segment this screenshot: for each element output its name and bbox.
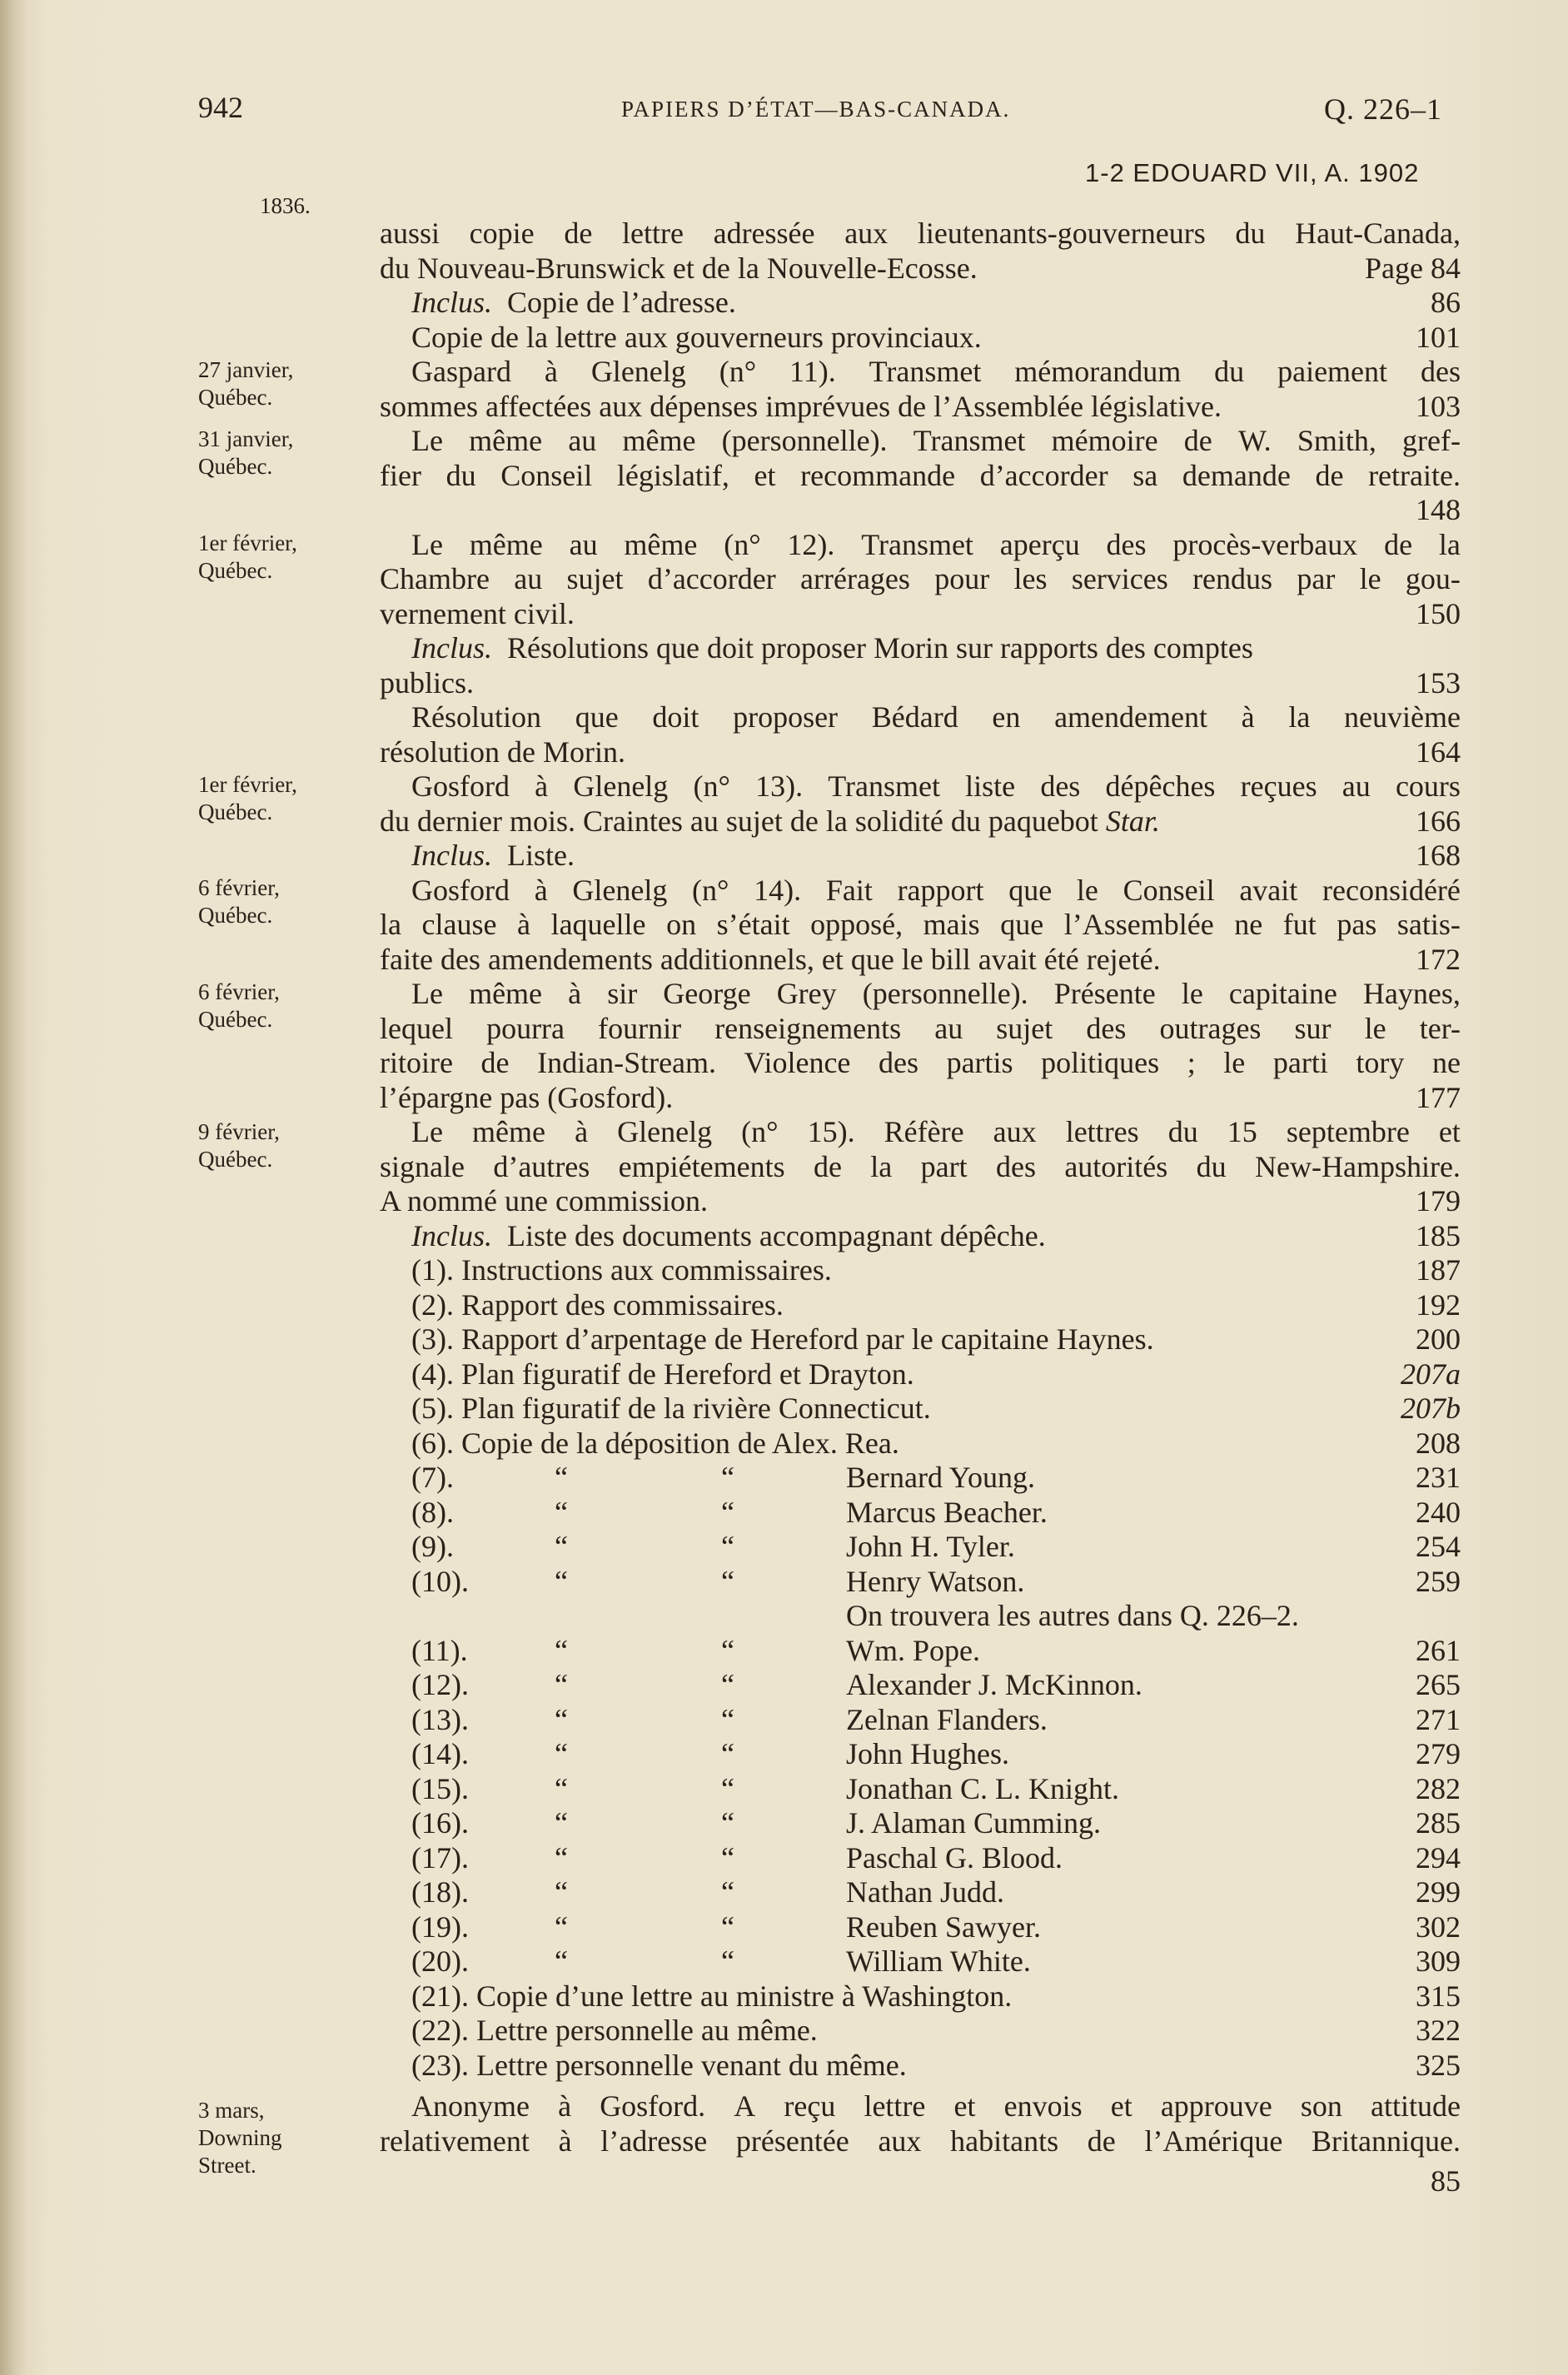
deposition-item: (10). “ “ Henry Watson. 259 [411, 1565, 1461, 1598]
deposition-item: (15). “ “ Jonathan C. L. Knight. 282 [411, 1772, 1461, 1805]
enclosure-item: (1). Instructions aux commissaires. 187 [411, 1253, 1461, 1287]
margin-note: 6 février, Québec. [198, 979, 280, 1032]
session-heading: 1-2 EDOUARD VII, A. 1902 [1085, 158, 1420, 187]
text-line: 85 [1431, 2164, 1461, 2198]
letter-item: (22). Lettre personnelle au même. 322 [411, 2014, 1461, 2047]
margin-note: 6 février, Québec. [198, 875, 280, 928]
deposition-item: (7). “ “ Bernard Young. 231 [411, 1461, 1461, 1494]
text-line: 148 [1416, 493, 1461, 526]
text-line: Le même à Glenelg (n° 15). Réfère aux lettres du 15 septembre et [411, 1115, 1461, 1148]
text-line: l’épargne pas (Gosford). 177 [380, 1081, 1461, 1114]
enclosure-item: (2). Rapport des commissaires. 192 [411, 1288, 1461, 1322]
deposition-item: (9). “ “ John H. Tyler. 254 [411, 1530, 1461, 1563]
page-number: 942 [198, 91, 243, 124]
text-line: Inclus. Liste. 168 [411, 839, 1461, 872]
margin-note: 27 janvier, Québec. [198, 357, 294, 410]
deposition-item: (16). “ “ J. Alaman Cumming. 285 [411, 1806, 1461, 1840]
text-line: ritoire de Indian-Stream. Violence des partis politiques ; le parti tory ne [380, 1046, 1461, 1079]
text-line: Chambre au sujet d’accorder arrérages pour les services rendus par le gou- [380, 562, 1461, 595]
enclosure-item: (5). Plan figuratif de la rivière Connecticut. 207b [411, 1392, 1461, 1425]
text-line: A nommé une commission. 179 [380, 1184, 1461, 1217]
deposition-item: (13). “ “ Zelnan Flanders. 271 [411, 1703, 1461, 1736]
text-line: Résolution que doit proposer Bédard en amendement à la neuvième [411, 700, 1461, 734]
deposition-item: (11). “ “ Wm. Pope. 261 [411, 1634, 1461, 1667]
text-line: sommes affectées aux dépenses imprévues de l’Assemblée législative. 103 [380, 390, 1461, 423]
letter-item: (23). Lettre personnelle venant du même. 325 [411, 2049, 1461, 2082]
text-line: Le même au même (personnelle). Transmet mémoire de W. Smith, gref- [411, 424, 1461, 457]
text-line: Gaspard à Glenelg (n° 11). Transmet mémorandum du paiement des [411, 355, 1461, 388]
text-line: relativement à l’adresse présentée aux habitants de l’Amérique Britannique. [380, 2124, 1461, 2158]
text-line: la clause à laquelle on s’était opposé, mais que l’Assemblée ne fut pas satis- [380, 908, 1461, 941]
text-line: du Nouveau-Brunswick et de la Nouvelle-Ecosse. Page 84 [380, 251, 1461, 285]
enclosure-item: (3). Rapport d’arpentage de Hereford par le capitaine Haynes. 200 [411, 1322, 1461, 1356]
letter-item: (21). Copie d’une lettre au ministre à Washington. 315 [411, 1979, 1461, 2013]
text-line: faite des amendements additionnels, et que le bill avait été rejeté. 172 [380, 943, 1461, 976]
deposition-item: (12). “ “ Alexander J. McKinnon. 265 [411, 1668, 1461, 1701]
text-line: Le même à sir George Grey (personnelle). Présente le capitaine Haynes, [411, 977, 1461, 1010]
text-line: Gosford à Glenelg (n° 13). Transmet liste des dépêches reçues au cours [411, 769, 1461, 803]
text-line: aussi copie de lettre adressée aux lieutenants-gouverneurs du Haut-Canada, [380, 217, 1461, 250]
margin-note: 3 mars, Downing Street. [198, 2098, 282, 2178]
text-line: lequel pourra fournir renseignements au sujet des outrages sur le ter- [380, 1012, 1461, 1045]
volume-reference: Q. 226–1 [1324, 92, 1442, 126]
margin-note: 1er février, Québec. [198, 772, 297, 824]
margin-note: 1er février, Québec. [198, 530, 297, 583]
text-line: Gosford à Glenelg (n° 14). Fait rapport que le Conseil avait reconsidéré [411, 874, 1461, 907]
deposition-item: (20). “ “ William White. 309 [411, 1944, 1461, 1978]
text-line: Inclus. Liste des documents accompagnant dépêche. 185 [411, 1219, 1461, 1252]
text-line: Inclus. Copie de l’adresse. 86 [411, 286, 1461, 319]
deposition-item: (19). “ “ Reuben Sawyer. 302 [411, 1910, 1461, 1944]
text-line: Le même au même (n° 12). Transmet aperçu des procès-verbaux de la [411, 528, 1461, 561]
enclosure-item: (6). Copie de la déposition de Alex. Rea. 208 [411, 1426, 1461, 1460]
deposition-item: (18). “ “ Nathan Judd. 299 [411, 1875, 1461, 1909]
text-line: fier du Conseil législatif, et recommande d’accorder sa demande de retraite. [380, 459, 1461, 492]
continuation-note: On trouvera les autres dans Q. 226–2. [846, 1599, 1299, 1632]
enclosure-item: (4). Plan figuratif de Hereford et Drayton. 207a [411, 1357, 1461, 1391]
running-title: PAPIERS D’ÉTAT—BAS-CANADA. [621, 97, 1011, 122]
text-line: résolution de Morin. 164 [380, 735, 1461, 769]
margin-note: 31 janvier, Québec. [198, 426, 294, 479]
text-line: vernement civil. 150 [380, 597, 1461, 630]
page-binding-shadow [0, 0, 27, 2375]
text-line: Copie de la lettre aux gouverneurs provinciaux. 101 [411, 321, 1461, 354]
deposition-item: (14). “ “ John Hughes. 279 [411, 1737, 1461, 1770]
margin-note: 9 février, Québec. [198, 1119, 280, 1172]
text-line: Inclus. Résolutions que doit proposer Morin sur rapports des comptes [411, 631, 1253, 665]
text-line: signale d’autres empiétements de la part des autorités du New-Hampshire. [380, 1150, 1461, 1183]
text-line: publics. 153 [380, 666, 1461, 700]
year-heading: 1836. [260, 193, 311, 218]
text-line: du dernier mois. Craintes au sujet de la solidité du paquebot Star. 166 [380, 804, 1461, 838]
text-line: Anonyme à Gosford. A reçu lettre et envois et approuve son attitude [411, 2089, 1461, 2123]
deposition-item: (17). “ “ Paschal G. Blood. 294 [411, 1841, 1461, 1875]
deposition-item: (8). “ “ Marcus Beacher. 240 [411, 1496, 1461, 1529]
